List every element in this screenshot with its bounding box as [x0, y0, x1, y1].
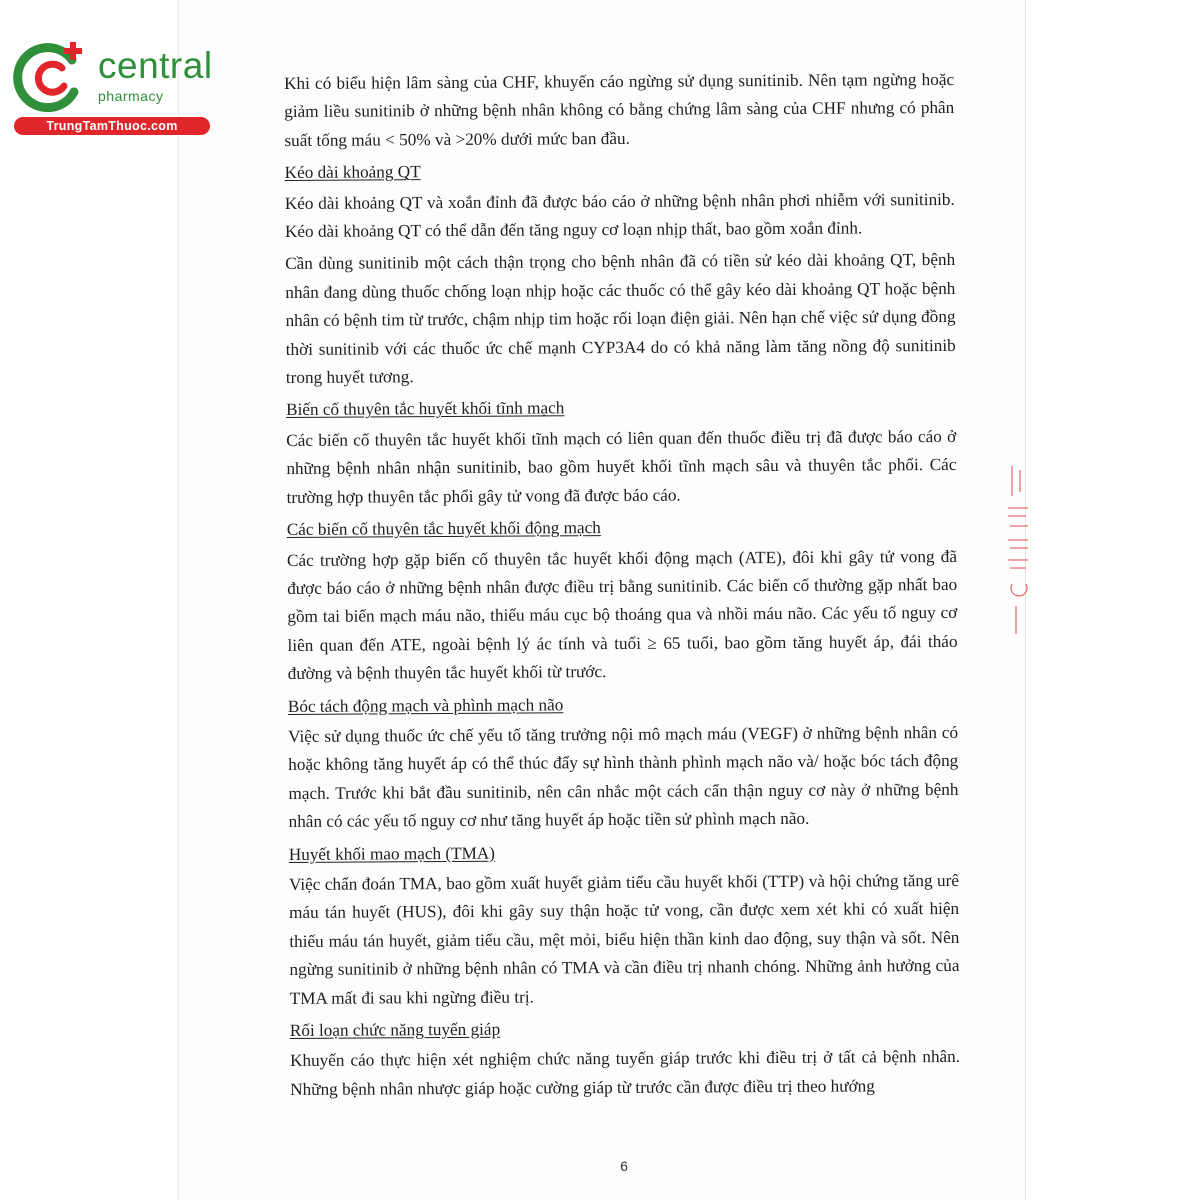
section-heading-aneurysm: Bóc tách động mạch và phình mạch não: [287, 694, 564, 716]
section-paragraph: Các biến cố thuyên tắc huyết khối tĩnh mạch có liên quan đến thuốc điều trị đã được báo cáo ở những bệnh nhân nhận sunitinib, bao gồm huyết khối tĩnh mạch sâu và thuyên tắc phổi. Các trường hợp thuyên tắc phổi gây tử vong đã được báo cáo.: [286, 426, 957, 507]
section-paragraph: Việc chẩn đoán TMA, bao gồm xuất huyết giảm tiểu cầu huyết khối (TTP) và hội chứng tăng urê máu tán huyết (HUS), đôi khi gây suy thận hoặc tử vong, cần được xem xét khi có xuất hiện thiếu máu tán huyết, giảm tiểu cầu, mệt mỏi, biểu hiện thần kinh dao động, suy thận và sốt. Nên ngừng sunitinib ở những bệnh nhân có TMA và cần điều trị nhanh chóng. Những ảnh hưởng của TMA mất đi sau khi ngừng điều trị.: [288, 870, 960, 1008]
logo-url-link[interactable]: TrungTamThuoc.com: [14, 117, 210, 135]
logo-subtitle: pharmacy: [98, 88, 164, 104]
logo-name: central: [98, 45, 213, 86]
page-number: 6: [620, 1158, 628, 1174]
central-pharmacy-logo[interactable]: [10, 38, 220, 138]
pharmacy-cross-logo-icon: [10, 38, 88, 116]
section-heading-thyroid: Rối loạn chức năng tuyến giáp: [289, 1019, 501, 1040]
intro-paragraph: Khi có biểu hiện lâm sàng của CHF, khuyến cáo ngừng sử dụng sunitinib. Nên tạm ngừng hoặc giảm liều sunitinib ở những bệnh nhân không có bằng chứng lâm sàng của CHF nhưng có phân suất tống máu < 50% và >20% dưới mức ban đầu.: [284, 69, 955, 150]
section-paragraph: Khuyến cáo thực hiện xét nghiệm chức năng tuyến giáp trước khi điều trị ở tất cả bệnh nhân. Những bệnh nhân nhược giáp hoặc cường giáp từ trước cần được điều trị theo hướng: [289, 1047, 961, 1099]
section-heading-venous-thromboembolism: Biến cố thuyên tắc huyết khối tĩnh mạch: [286, 398, 565, 420]
section-paragraph: Cần dùng sunitinib một cách thận trọng cho bệnh nhân đã có tiền sử kéo dài khoảng QT, bệnh nhân đang dùng thuốc chống loạn nhịp hoặc các thuốc có thể gây kéo dài khoảng QT hoặc bệnh nhân có bệnh tim từ trước, chậm nhịp tim hoặc rối loạn điện giải. Nên hạn chế việc sử dụng đồng thời sunitinib với các thuốc ức chế mạnh CYP3A4 do có khả năng làm tăng nồng độ sunitinib trong huyết tương.: [285, 250, 956, 388]
section-paragraph: Việc sử dụng thuốc ức chế yếu tố tăng trưởng nội mô mạch máu (VEGF) ở những bệnh nhân có hoặc không tăng huyết áp có thể thúc đẩy sự hình thành phình mạch não và/ hoặc bóc tách động mạch. Trước khi bắt đầu sunitinib, nên cân nhắc một cách cẩn thận nguy cơ này ở những bệnh nhân có các yếu tố nguy cơ như tăng huyết áp hoặc tiền sử phình mạch não.: [288, 722, 959, 832]
section-heading-tma: Huyết khối mao mạch (TMA): [288, 843, 496, 864]
document-body: [284, 66, 960, 1108]
section-paragraph: Kéo dài khoảng QT và xoắn đỉnh đã được báo cáo ở những bệnh nhân phơi nhiễm với sunitinib. Kéo dài khoảng QT có thể dẫn đến tăng nguy cơ loạn nhịp thất, bao gồm xoắn đỉnh.: [284, 189, 955, 242]
section-heading-arterial-thromboembolism: Các biến cố thuyên tắc huyết khối động mạch: [286, 518, 601, 540]
red-stamp-mark: [998, 456, 1038, 636]
section-paragraph: Các trường hợp gặp biến cố thuyên tắc huyết khối động mạch (ATE), đôi khi gây tử vong đã được báo cáo ở những bệnh nhân được điều trị bằng sunitinib. Các biến cố thường gặp nhất bao gồm tai biến mạch máu não, thiếu máu cục bộ thoáng qua và nhồi máu não. Các yếu tố nguy cơ liên quan đến ATE, ngoài bệnh lý ác tính và tuổi ≥ 65 tuổi, bao gồm tăng huyết áp, đái tháo đường và bệnh thuyên tắc huyết khối từ trước.: [286, 546, 958, 684]
section-heading-qt: Kéo dài khoảng QT: [284, 162, 421, 183]
